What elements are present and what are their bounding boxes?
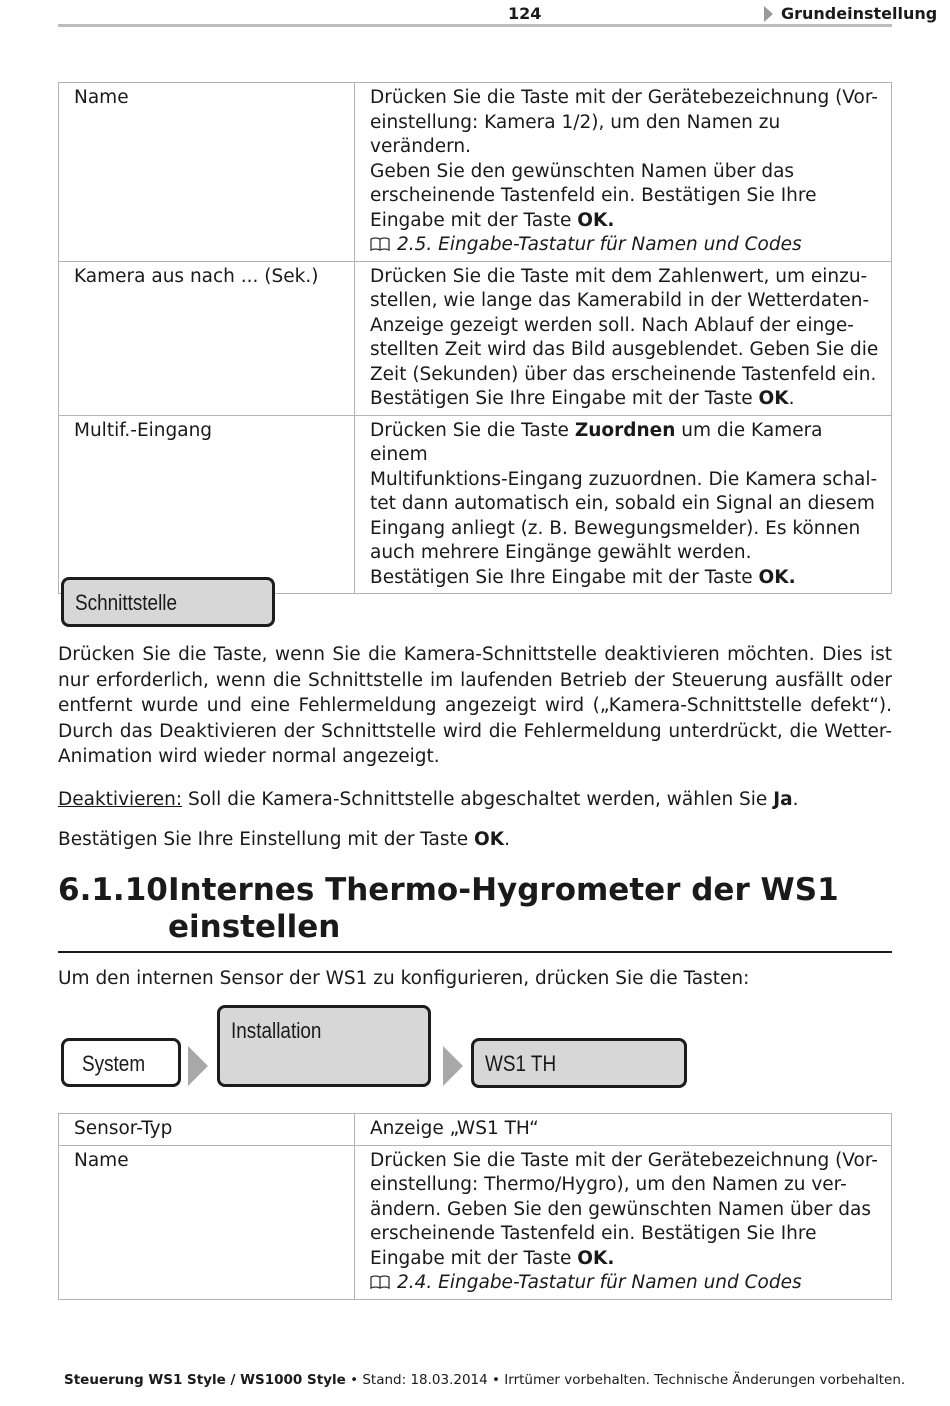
page-footer <box>64 1372 905 1388</box>
text-line: erscheinende Tastenfeld ein. Bestätigen Sie Ihre <box>370 185 817 206</box>
reference-text: 2.4. Eingabe-Tastatur für Namen und Codes <box>397 1272 802 1293</box>
cross-reference <box>370 233 881 258</box>
confirm-instruction <box>58 827 892 853</box>
reference-text: 2.5. Eingabe-Tastatur für Namen und Codes <box>397 234 802 255</box>
deactivate-label: Deaktivieren: <box>58 789 183 810</box>
cross-reference <box>370 1271 881 1296</box>
book-icon <box>370 1275 390 1289</box>
chevron-right-icon <box>443 1046 463 1086</box>
text-span: Eingabe mit der Taste <box>370 1247 578 1269</box>
schnittstelle-description: Drücken Sie die Taste, wenn Sie die Kamera-Schnittstelle deaktivieren möchten. Dies ist nur erforderlich, wenn die Schnittstelle im laufenden Betrieb der Steuerung ausfällt oder entfernt wurde und eine Fehlermeldung angezeigt wird („Kamera-Schnittstelle defekt“). Durch das Deaktivieren der Schnittstelle wird die Fehlermeldung unterdrückt, die Wetter-Animation wird wieder normal angezeigt. <box>58 644 892 767</box>
setting-name: Kamera aus nach ... (Sek.) <box>59 261 355 415</box>
book-icon <box>370 237 390 251</box>
text-line <box>370 566 881 591</box>
text-line: Anzeige gezeigt werden soll. Nach Ablauf der einge- <box>370 314 854 336</box>
table-row <box>59 1114 892 1146</box>
text-line: einstellung: Kamera 1/2), um den Namen zu verändern. <box>370 111 781 157</box>
text-line <box>370 387 881 412</box>
page-number: 124 <box>508 4 542 23</box>
section-number: 6.1.10. <box>58 872 180 908</box>
header-rule <box>58 24 892 27</box>
text-line: Drücken Sie die Taste mit der Gerätebezeichnung (Vor- <box>370 1149 878 1171</box>
text-line: Drücken Sie die Taste mit der Gerätebezeichnung (Vor- <box>370 87 878 108</box>
setting-description: Anzeige „WS1 TH“ <box>355 1114 892 1146</box>
text-span: Soll die Kamera-Schnittstelle abgeschaltet werden, wählen Sie <box>182 789 774 810</box>
section-intro: Um den internen Sensor der WS1 zu konfigurieren, drücken Sie die Tasten: <box>58 968 750 989</box>
text-line <box>370 1247 881 1272</box>
text-span: Eingabe mit der Taste <box>370 209 578 231</box>
table-row <box>59 83 892 262</box>
sensor-settings-table <box>58 1113 892 1300</box>
key-name: OK. <box>577 209 615 231</box>
text-line <box>370 419 881 468</box>
setting-description <box>355 83 892 262</box>
setting-description <box>355 1145 892 1299</box>
section-heading <box>58 872 892 946</box>
heading-rule <box>58 951 892 953</box>
system-button[interactable] <box>61 1038 181 1087</box>
text-span: . <box>792 789 799 810</box>
section-name: Grundeinstellung <box>781 4 938 23</box>
key-name: OK <box>758 388 789 409</box>
option-name: Ja <box>773 789 793 810</box>
text-line: tet dann automatisch ein, sobald ein Signal an diesem <box>370 493 875 514</box>
key-name: OK <box>474 829 505 850</box>
button-label: Installation <box>231 1018 322 1043</box>
key-name: Zuordnen <box>574 419 676 441</box>
text-line: Eingang anliegt (z. B. Bewegungsmelder). Es können <box>370 517 861 539</box>
text-line: Geben Sie den gewünschten Namen über das <box>370 160 795 182</box>
heading-line: einstellen <box>168 909 341 945</box>
text-line: ändern. Geben Sie den gewünschten Namen über das <box>370 1198 871 1220</box>
chevron-right-icon <box>188 1046 208 1086</box>
text-span: Bestätigen Sie Ihre Einstellung mit der Taste <box>58 829 475 850</box>
heading-line: Internes Thermo-Hygrometer der WS1 <box>168 872 839 908</box>
text-span: Bestätigen Sie Ihre Eingabe mit der Taste <box>370 388 759 409</box>
setting-name: Name <box>59 1145 355 1299</box>
text-line: einstellung: Thermo/Hygro), um den Namen zu ver- <box>370 1174 847 1195</box>
schnittstelle-button[interactable] <box>61 577 275 627</box>
text-span: . <box>788 388 795 409</box>
setting-name: Multif.-Eingang <box>59 415 355 594</box>
button-label: WS1 TH <box>485 1051 557 1076</box>
button-label: System <box>82 1051 146 1076</box>
setting-name: Name <box>59 83 355 262</box>
text-line <box>370 209 881 234</box>
ws1th-button[interactable] <box>471 1038 687 1088</box>
text-line: stellten Zeit wird das Bild ausgeblendet. Geben Sie die <box>370 339 879 360</box>
setting-description <box>355 415 892 594</box>
table-row <box>59 415 892 594</box>
text-line: Drücken Sie die Taste mit dem Zahlenwert, um einzu- <box>370 265 868 287</box>
key-name: OK. <box>758 566 796 588</box>
text-line: Zeit (Sekunden) über das erscheinende Tastenfeld ein. <box>370 363 877 385</box>
key-name: OK. <box>577 1247 615 1269</box>
text-span: Drücken Sie die Taste <box>370 419 575 441</box>
table-row <box>59 261 892 415</box>
setting-description <box>355 261 892 415</box>
installation-button[interactable] <box>217 1005 431 1087</box>
triangle-right-icon <box>764 6 773 22</box>
text-line: stellen, wie lange das Kamerabild in der Wetterdaten- <box>370 290 870 311</box>
button-label: Schnittstelle <box>75 590 178 615</box>
text-line: erscheinende Tastenfeld ein. Bestätigen Sie Ihre <box>370 1223 817 1244</box>
page-header <box>58 0 938 28</box>
text-line: Multifunktions-Eingang zuzuordnen. Die Kamera schal- <box>370 468 878 490</box>
text-span: um die Kamera einem <box>370 419 823 465</box>
product-name: Steuerung WS1 Style / WS1000 Style <box>64 1372 346 1388</box>
footer-text: • Stand: 18.03.2014 • Irrtümer vorbehalten. Technische Änderungen vorbehalten. <box>345 1372 906 1388</box>
table-row <box>59 1145 892 1299</box>
camera-settings-table <box>58 82 892 594</box>
text-span: Bestätigen Sie Ihre Eingabe mit der Taste <box>370 566 759 588</box>
text-line: auch mehrere Eingänge gewählt werden. <box>370 542 752 563</box>
setting-name: Sensor-Typ <box>59 1114 355 1146</box>
deactivate-instruction <box>58 787 892 813</box>
text-span: . <box>504 829 510 850</box>
